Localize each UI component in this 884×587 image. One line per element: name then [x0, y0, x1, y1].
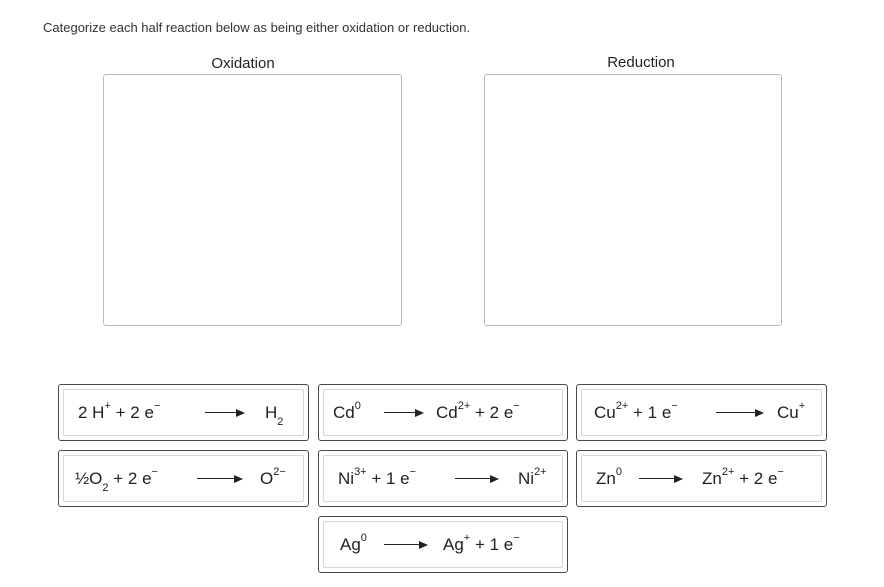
product: $H_2$ [265, 402, 284, 428]
product: $Cd^{2+} + 2$ e− [436, 399, 520, 422]
reaction-arrow-icon [205, 408, 245, 418]
reduction-drop-zone[interactable] [484, 74, 782, 326]
product: Ag+ + 1 e− [443, 531, 520, 554]
half-reaction-card-cadmium[interactable] [318, 384, 568, 441]
reactant: $\frac{1}{2}O_2 + 2$ e− [75, 465, 158, 494]
reaction-arrow-icon [716, 408, 764, 418]
oxidation-drop-zone[interactable] [103, 74, 402, 326]
reactant: Ag$^0$ [340, 531, 367, 554]
half-reaction-card-oxygen[interactable] [58, 450, 309, 507]
reduction-label: Reduction [607, 54, 675, 71]
reaction-arrow-icon [639, 474, 683, 484]
reaction-arrow-icon [384, 408, 424, 418]
product: $Ni^{2+}$ [518, 465, 547, 488]
reactant: $Cu^{2+} + 1$ e− [594, 399, 678, 422]
product: Cu+ [777, 399, 806, 422]
half-reaction-card-copper[interactable] [576, 384, 827, 441]
half-reaction-card-nickel[interactable] [318, 450, 568, 507]
half-reaction-card-zinc[interactable] [576, 450, 827, 507]
half-reaction-card-hydrogen[interactable] [58, 384, 309, 441]
reactant: Zn$^0$ [596, 465, 622, 488]
reaction-arrow-icon [455, 474, 499, 484]
reaction-arrow-icon [384, 540, 428, 550]
half-reaction-card-silver[interactable] [318, 516, 568, 573]
product: $O^{2-}$ [260, 465, 286, 488]
reactant: 2 H+ + 2 e− [78, 399, 161, 422]
oxidation-label: Oxidation [211, 55, 275, 72]
reactant: $Ni^{3+} + 1$ e− [338, 465, 417, 488]
reaction-arrow-icon [197, 474, 243, 484]
instruction-text: Categorize each half reaction below as being either oxidation or reduction. [43, 20, 471, 35]
product: $Zn^{2+} + 2$ e− [702, 465, 784, 488]
reactant: Cd$^0$ [333, 399, 361, 422]
